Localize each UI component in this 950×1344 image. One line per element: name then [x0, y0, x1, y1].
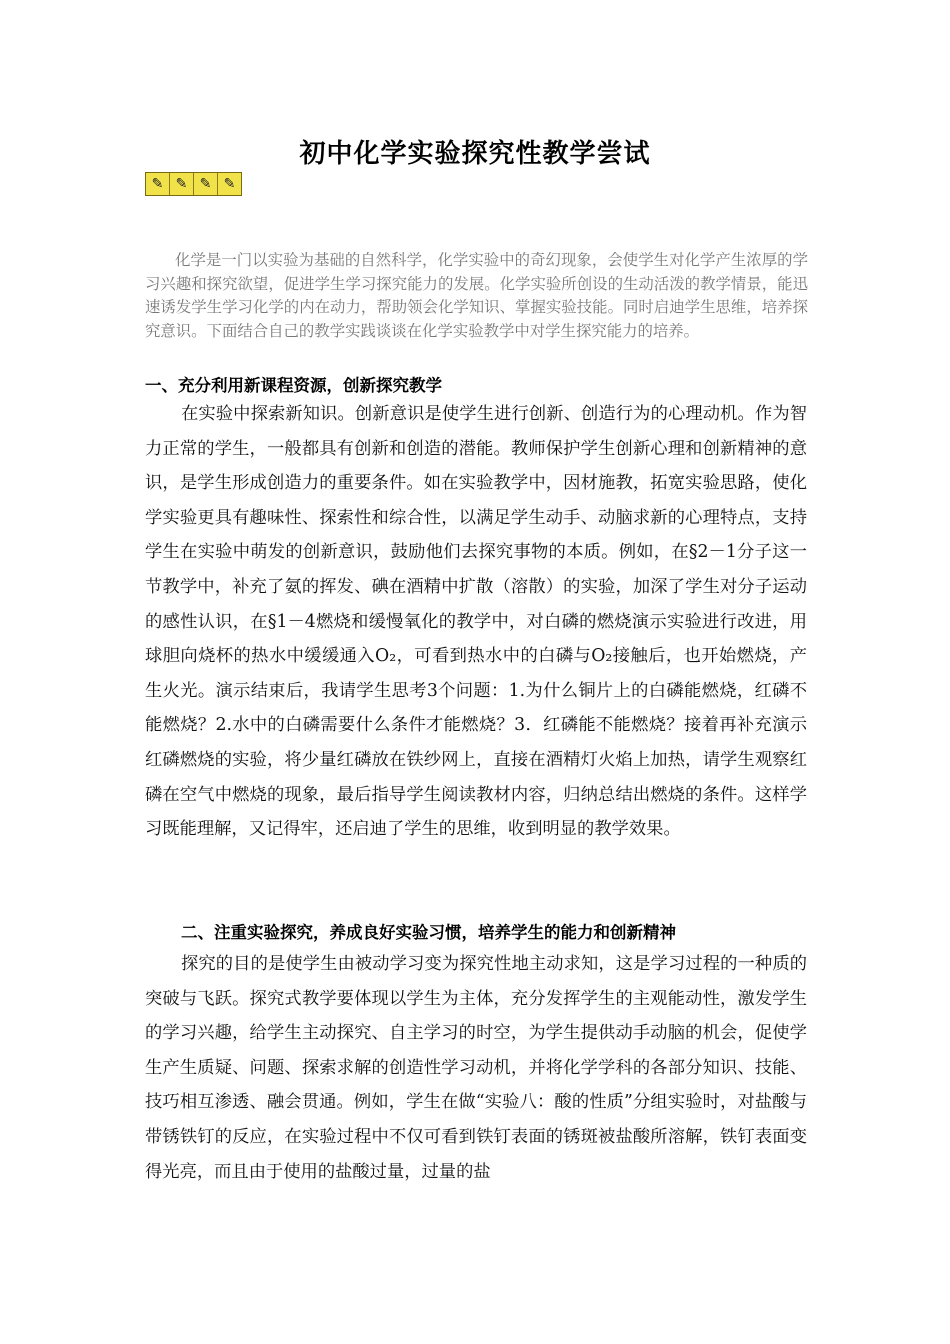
document-title: 初中化学实验探究性教学尝试 — [299, 139, 651, 169]
section-paragraph-1: 在实验中探索新知识。创新意识是使学生进行创新、创造行为的心理动机。作为智力正常的学生，一般都具有创新和创造的潜能。教师保护学生创新心理和创新精神的意识，是学生形成创造力的重要条件。如在实验教学中，因材施教，拓宽实验思路，使化学实验更具有趣味性、探索性和综合性，以满足学生动手、动脑求新的心理特点，支持学生在实验中萌发的创新意识，鼓励他们去探究事物的本质。例如，在§2－1分子这一节教学中，补充了氨的挥发、碘在酒精中扩散（溶散）的实验，加深了学生对分子运动的感性认识，在§1－4燃烧和缓慢氧化的教学中，对白磷的燃烧演示实验进行改进，用球胆向烧杯的热水中缓缓通入O₂，可看到热水中的白磷与O₂接触后，也开始燃烧，产生火光。演示结束后，我请学生思考3个问题：1.为什么铜片上的白磷能燃烧，红磷不能燃烧？2.水中的白磷需要什么条件才能燃烧？3．红磷能不能燃烧？接着再补充演示红磷燃烧的实验，将少量红磷放在铁纱网上，直接在酒精灯火焰上加热，请学生观察红磷在空气中燃烧的现象，最后指导学生阅读教材内容，归纳总结出燃烧的条件。这样学习既能理解，又记得牢，还启迪了学生的思维，收到明显的教学效果。 — [145, 404, 807, 840]
section-heading-1: 一、充分利用新课程资源，创新探究教学 — [145, 376, 442, 395]
pencil-icon: ✎ — [170, 173, 194, 195]
section-heading-2: 二、注重实验探究，养成良好实验习惯，培养学生的能力和创新精神 — [181, 923, 676, 942]
pencil-icon: ✎ — [194, 173, 218, 195]
section-paragraph-2: 探究的目的是使学生由被动学习变为探究性地主动求知，这是学习过程的一种质的突破与飞跃。探究式教学要体现以学生为主体，充分发挥学生的主观能动性，激发学生的学习兴趣，给学生主动探究、自主学习的时空，为学生提供动手动脑的机会，促使学生产生质疑、问题、探索求解的创造性学习动机，并将化学学科的各部分知识、技能、技巧相互渗透、融会贯通。例如，学生在做“实验八：酸的性质”分组实验时，对盐酸与带锈铁钉的反应，在实验过程中不仅可看到铁钉表面的锈斑被盐酸所溶解，铁钉表面变得光亮，而且由于使用的盐酸过量，过量的盐 — [145, 954, 807, 1182]
intro-paragraph: 化学是一门以实验为基础的自然科学，化学实验中的奇幻现象，会使学生对化学产生浓厚的学习兴趣和探究欲望，促进学生学习探究能力的发展。化学实验所创设的生动活泼的教学情景，能迅速诱发学生学习化学的内在动力，帮助领会化学知识、掌握实验技能。同时启迪学生思维，培养探究意识。下面结合自己的教学实践谈谈在化学实验教学中对学生探究能力的培养。 — [145, 251, 808, 340]
pencil-icon: ✎ — [223, 176, 236, 192]
icon-strip — [145, 172, 242, 196]
pencil-icon: ✎ — [146, 173, 170, 195]
